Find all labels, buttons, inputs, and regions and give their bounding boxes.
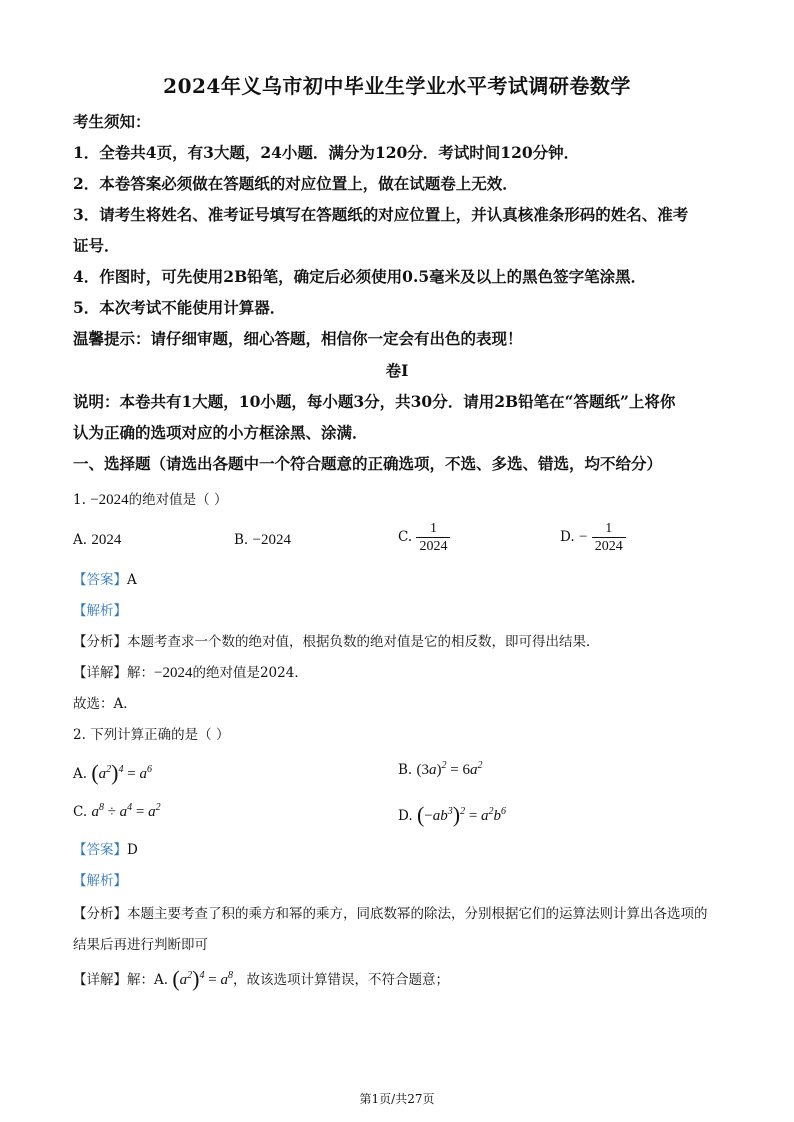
- q2-detail: 【详解】解：A. $(a^2)^4 = a^8$，故该选项计算错误，不符合题意；: [73, 966, 449, 991]
- question-expr: −2024: [90, 492, 129, 508]
- question-number: 2.: [73, 727, 86, 743]
- math-expr: $(a^2)^4 = a^8$: [172, 966, 233, 991]
- q1-choose: 故选：A．: [73, 696, 137, 712]
- section-desc: 说明：本卷共有1大题，10小题，每小题3分，共30分．请用2B铅笔在“答题纸”上将你: [73, 392, 676, 411]
- question-1: [73, 488, 227, 509]
- q2-fenxi-cont: 结果后再进行判断即可: [73, 937, 208, 953]
- q1-analysis: [73, 599, 127, 619]
- answer-tag: 【答案】: [73, 842, 127, 858]
- analysis-tag: 【解析】: [73, 873, 127, 889]
- q1-detail: 【详解】解：−2024的绝对值是2024．: [73, 665, 308, 681]
- q1-option-d: D. − $\frac{1}{2024}$: [560, 520, 626, 555]
- q1-fenxi: 【分析】本题考查求一个数的绝对值，根据负数的绝对值是它的相反数，即可得出结果．: [73, 634, 600, 650]
- section-label: 卷I: [385, 361, 409, 380]
- notice-item-2: 2．本卷答案必须做在答题纸的对应位置上，做在试题卷上无效．: [73, 174, 518, 193]
- q1-option-c: C. $\frac{1}{2024}$: [398, 520, 450, 555]
- q2-analysis: [73, 869, 127, 889]
- notice-heading: 考生须知：: [73, 112, 151, 131]
- q2-option-a: A. $(a^2)^4 = a^6$: [73, 760, 152, 785]
- answer-tag: 【答案】: [73, 572, 127, 588]
- notice-item-1: 1．全卷共4页，有3大题，24小题．满分为120分．考试时间120分钟．: [73, 143, 580, 162]
- tip-text: 温馨提示：请仔细审题，细心答题，相信你一定会有出色的表现！: [73, 329, 523, 348]
- q2-option-c: C. $a^8 \div a^4 = a^2$: [73, 802, 161, 820]
- notice-item-3: 3．请考生将姓名、准考证号填写在答题纸的对应位置上，并认真核准条形码的姓名、准考: [73, 205, 689, 224]
- notice-item-4: 4．作图时，可先使用2B铅笔，确定后必须使用0.5毫米及以上的黑色签字笔涂黑．: [73, 267, 647, 286]
- q2-option-d: D. $(-ab^3)^2 = a^2b^6$: [398, 802, 507, 827]
- analysis-tag: 【解析】: [73, 603, 127, 619]
- q2-fenxi: 【分析】本题主要考查了积的乘方和幂的乘方，同底数幂的除法，分别根据它们的运算法则计算出各选项的: [73, 906, 708, 922]
- q1-option-b: B. −2024: [234, 532, 291, 548]
- math-expr: $(a^2)^4 = a^6$: [91, 760, 152, 785]
- section-desc-cont: 认为正确的选项对应的小方框涂黑、涂满．: [73, 423, 368, 442]
- notice-item-5: 5．本次考试不能使用计算器．: [73, 298, 286, 317]
- question-stem: 的绝对值是（ ）: [128, 492, 228, 508]
- part-heading: 一、选择题（请选出各题中一个符合题意的正确选项，不选、多选、错选，均不给分）: [73, 454, 663, 473]
- math-expr: $(3a)^2 = 6a^2$: [416, 760, 483, 778]
- q2-answer: 【答案】D: [73, 842, 138, 858]
- q1-option-a: A. 2024: [73, 532, 122, 548]
- math-expr: $a^8 \div a^4 = a^2$: [91, 802, 161, 820]
- q2-option-b: B. $(3a)^2 = 6a^2$: [398, 760, 483, 778]
- fraction: $\frac{1}{2024}$: [416, 520, 450, 555]
- page-title: 2024年义乌市初中毕业生学业水平考试调研卷数学: [163, 74, 631, 98]
- page-footer: 第1页/共27页: [359, 1092, 435, 1106]
- question-stem: 下列计算正确的是（ ）: [90, 727, 230, 743]
- notice-item-3-cont: 证号．: [73, 236, 120, 255]
- fraction: $\frac{1}{2024}$: [592, 520, 626, 555]
- math-expr: $(-ab^3)^2 = a^2b^6$: [416, 802, 507, 827]
- question-2: [73, 723, 229, 743]
- question-number: 1.: [73, 492, 86, 508]
- q1-answer: 【答案】A: [73, 572, 137, 588]
